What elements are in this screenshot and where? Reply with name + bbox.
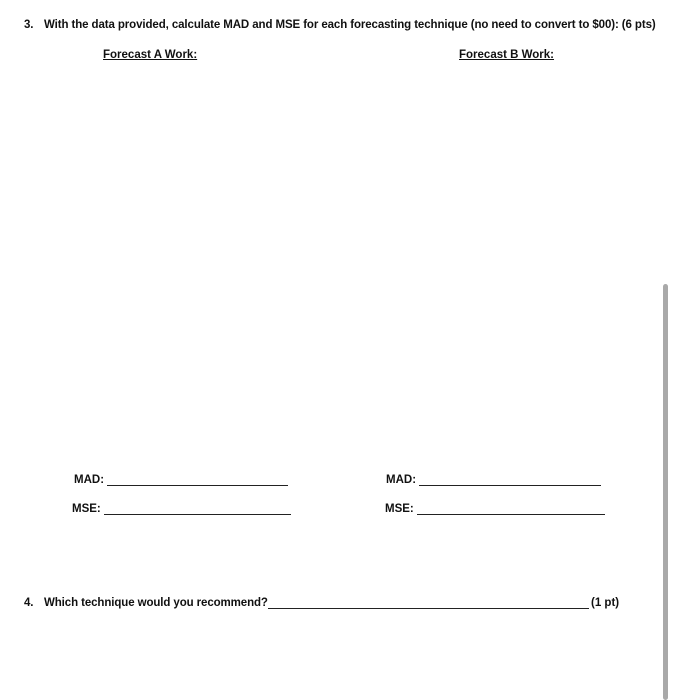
forecast-b-mse-row <box>385 503 605 515</box>
forecast-a-mse-label: MSE: <box>72 503 101 515</box>
question-3-number: 3. <box>24 19 34 31</box>
forecast-b-mse-label: MSE: <box>385 503 414 515</box>
forecast-b-mad-row <box>386 474 601 486</box>
question-4-number: 4. <box>24 597 34 609</box>
vertical-scrollbar[interactable] <box>663 284 668 700</box>
question-3 <box>24 19 656 31</box>
forecast-a-mad-row <box>74 474 288 486</box>
forecast-a-mse-blank[interactable] <box>104 504 291 515</box>
forecast-a-mad-label: MAD: <box>74 474 105 486</box>
forecast-b-heading: Forecast B Work: <box>459 49 555 61</box>
question-4-answer-blank[interactable] <box>268 598 589 609</box>
forecast-a-mse-row <box>72 503 291 515</box>
question-4-text: Which technique would you recommend? <box>44 597 268 609</box>
forecast-b-mse-blank[interactable] <box>417 504 605 515</box>
question-4 <box>24 597 268 609</box>
forecast-a-heading: Forecast A Work: <box>103 49 198 61</box>
forecast-b-mad-label: MAD: <box>386 474 417 486</box>
forecast-a-mad-blank[interactable] <box>107 475 288 486</box>
question-3-text: With the data provided, calculate MAD and MSE for each forecasting technique (no need to convert to $00): (6 pts) <box>44 19 656 31</box>
question-4-points: (1 pt) <box>591 597 620 609</box>
forecast-b-mad-blank[interactable] <box>419 475 601 486</box>
